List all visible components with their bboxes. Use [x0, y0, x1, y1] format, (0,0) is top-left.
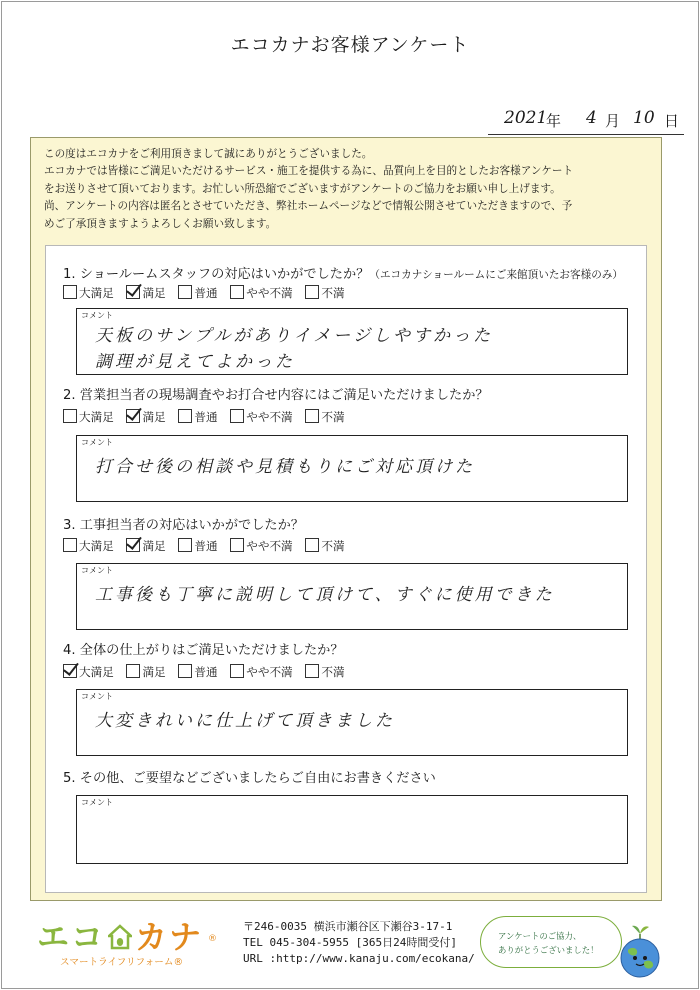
- question-2-options: [63, 409, 354, 425]
- intro-line: 尚、アンケートの内容は匿名とさせていただき、弊社ホームページなどで情報公開させていただきますので、予: [44, 200, 573, 213]
- option-label: 大満足: [79, 539, 114, 553]
- option-label: 大満足: [79, 665, 114, 679]
- option-label: 満足: [142, 410, 166, 424]
- option-label: 不満: [321, 286, 345, 300]
- option-label: 満足: [142, 539, 166, 553]
- date-month-unit: 月: [605, 112, 621, 130]
- option-somewhat-dissatisfied[interactable]: [230, 664, 292, 680]
- checkbox[interactable]: [305, 285, 319, 299]
- option-label: 満足: [142, 286, 166, 300]
- question-2-text: 2. 営業担当者の現場調査やお打合せ内容にはご満足いただけましたか？: [63, 388, 489, 403]
- questions-panel: [45, 245, 647, 893]
- comment-label: コメント: [81, 692, 113, 701]
- checkbox[interactable]: [178, 664, 192, 678]
- option-label: 満足: [142, 665, 166, 679]
- thank-you-text: [498, 929, 599, 957]
- logo-text-eco: エコ: [37, 918, 106, 956]
- option-satisfied[interactable]: [126, 664, 165, 680]
- registered-mark: ®: [208, 934, 217, 944]
- option-somewhat-dissatisfied[interactable]: [230, 538, 292, 554]
- question-1-options: [63, 285, 354, 301]
- thank-you-line: アンケートのご協力、: [498, 931, 582, 941]
- question-5-comment[interactable]: [76, 795, 628, 864]
- option-very-satisfied[interactable]: [63, 409, 114, 425]
- option-label: 不満: [321, 410, 345, 424]
- survey-form: [30, 137, 662, 901]
- checkbox-checked[interactable]: [63, 664, 77, 678]
- handwritten-comment: 調理が見えてよかった: [95, 352, 295, 372]
- question-4-text: 4. 全体の仕上がりはご満足いただけましたか？: [63, 643, 344, 658]
- checkbox[interactable]: [230, 664, 244, 678]
- thank-you-line: ありがとうございました！: [498, 945, 599, 955]
- date-day-unit: 日: [664, 112, 680, 130]
- handwritten-comment: 天板のサンプルがありイメージしやすかった: [95, 326, 493, 346]
- checkbox-checked[interactable]: [126, 538, 140, 552]
- date-day: 10: [633, 108, 655, 128]
- house-icon: [108, 924, 132, 950]
- option-somewhat-dissatisfied[interactable]: [230, 409, 292, 425]
- company-address: [243, 919, 475, 966]
- address-line: 〒246-0035 横浜市瀬谷区下瀬谷3-17-1: [243, 920, 453, 933]
- option-very-satisfied[interactable]: [63, 285, 114, 301]
- ecokana-logo: [37, 912, 227, 974]
- option-label: 不満: [321, 665, 345, 679]
- checkbox[interactable]: [178, 285, 192, 299]
- option-label: 普通: [194, 410, 218, 424]
- checkbox-checked[interactable]: [126, 409, 140, 423]
- checkbox-checked[interactable]: [126, 285, 140, 299]
- checkbox[interactable]: [230, 285, 244, 299]
- option-label: 普通: [194, 539, 218, 553]
- logo-wordmark: [37, 912, 203, 958]
- comment-label: コメント: [81, 438, 113, 447]
- option-dissatisfied[interactable]: [305, 664, 344, 680]
- checkbox[interactable]: [305, 538, 319, 552]
- checkbox[interactable]: [178, 538, 192, 552]
- comment-label: コメント: [81, 566, 113, 575]
- page-title: エコカナお客様アンケート: [230, 34, 470, 56]
- option-dissatisfied[interactable]: [305, 538, 344, 554]
- option-label: 普通: [194, 286, 218, 300]
- earth-mascot-icon: [610, 922, 670, 982]
- option-label: 不満: [321, 539, 345, 553]
- question-1-text: 1. ショールームスタッフの対応はいかがでしたか？: [63, 267, 370, 282]
- question-3-options: [63, 538, 354, 554]
- question-3-comment[interactable]: [76, 563, 628, 630]
- option-dissatisfied[interactable]: [305, 409, 344, 425]
- question-4-comment[interactable]: [76, 689, 628, 756]
- option-label: やや不満: [246, 286, 293, 300]
- logo-text-kana: カナ: [135, 918, 204, 956]
- question-1-comment[interactable]: [76, 308, 628, 375]
- checkbox[interactable]: [63, 538, 77, 552]
- date-field[interactable]: [488, 108, 684, 135]
- option-label: 大満足: [79, 410, 114, 424]
- option-label: 大満足: [79, 286, 114, 300]
- option-very-satisfied[interactable]: [63, 664, 114, 680]
- question-1: [63, 263, 623, 282]
- question-4-options: [63, 664, 354, 680]
- handwritten-comment: 打合せ後の相談や見積もりにご対応頂けた: [95, 457, 475, 477]
- option-neutral[interactable]: [178, 664, 217, 680]
- question-3: [63, 514, 304, 533]
- question-5-text: 5. その他、ご要望などございましたらご自由にお書きください: [63, 771, 436, 786]
- phone-line: TEL 045-304-5955 [365日24時間受付]: [243, 935, 457, 949]
- question-2: [63, 384, 489, 403]
- option-label: やや不満: [246, 665, 293, 679]
- question-2-comment[interactable]: [76, 435, 628, 502]
- option-satisfied[interactable]: [126, 538, 165, 554]
- checkbox[interactable]: [63, 409, 77, 423]
- question-3-text: 3. 工事担当者の対応はいかがでしたか？: [63, 518, 304, 533]
- url-line[interactable]: URL :http://www.kanaju.com/ecokana/: [243, 951, 475, 965]
- handwritten-comment: 工事後も丁寧に説明して頂けて、すぐに使用できた: [95, 585, 555, 605]
- question-1-note: （エコカナショールームにご来館頂いたお客様のみ）: [369, 269, 623, 281]
- logo-tagline: スマートライフリフォーム®: [60, 957, 184, 968]
- checkbox[interactable]: [305, 409, 319, 423]
- option-satisfied[interactable]: [126, 285, 165, 301]
- option-somewhat-dissatisfied[interactable]: [230, 285, 292, 301]
- option-neutral[interactable]: [178, 409, 217, 425]
- checkbox[interactable]: [178, 409, 192, 423]
- date-year: 2021: [504, 108, 548, 128]
- option-satisfied[interactable]: [126, 409, 165, 425]
- option-label: 普通: [194, 665, 218, 679]
- intro-line: この度はエコカナをご利用頂きまして誠にありがとうございました。: [44, 148, 373, 160]
- intro-line: めご了承頂きますようよろしくお願い致します。: [44, 217, 277, 230]
- option-neutral[interactable]: [178, 538, 217, 554]
- option-label: やや不満: [246, 410, 293, 424]
- option-very-satisfied[interactable]: [63, 538, 114, 554]
- intro-text: [44, 146, 649, 233]
- checkbox[interactable]: [126, 664, 140, 678]
- checkbox[interactable]: [305, 664, 319, 678]
- checkbox[interactable]: [230, 538, 244, 552]
- checkbox[interactable]: [63, 285, 77, 299]
- question-5: [63, 767, 436, 786]
- checkbox[interactable]: [230, 409, 244, 423]
- option-label: やや不満: [246, 539, 293, 553]
- comment-label: コメント: [81, 798, 113, 807]
- thank-you-bubble: [480, 916, 622, 968]
- question-4: [63, 639, 344, 658]
- option-dissatisfied[interactable]: [305, 285, 344, 301]
- intro-line: をお送りさせて頂いております。お忙しい所恐縮でございますがアンケートのご協力をお願い申し上げます。: [44, 182, 561, 195]
- comment-label: コメント: [81, 311, 113, 320]
- date-month: 4: [586, 108, 597, 128]
- intro-line: エコカナでは皆様にご満足いただけるサービス・施工を提供する為に、品質向上を目的としたお客様アンケート: [44, 165, 574, 178]
- option-neutral[interactable]: [178, 285, 217, 301]
- date-year-unit: 年: [546, 112, 562, 130]
- handwritten-comment: 大変きれいに仕上げて頂きました: [95, 711, 395, 731]
